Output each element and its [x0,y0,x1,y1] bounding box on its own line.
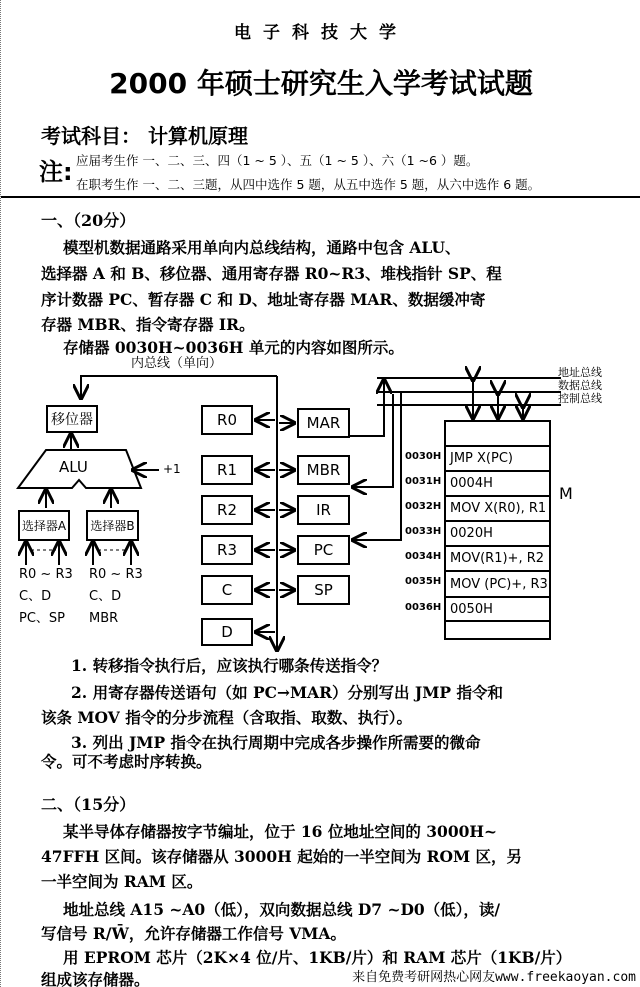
memory-address: 0036H [405,602,442,613]
selector-a-sources [19,564,73,630]
memory-label: M [559,484,573,503]
paragraph-line: 用 EPROM 芯片（2K×4 位/片、1KB/片）和 RAM 芯片（1KB/片） [63,948,572,967]
paragraph-line: 模型机数据通路采用单向内总线结构，通路中包含 ALU、 [63,238,461,257]
paragraph-line: 某半导体存储器按字节编址，位于 16 位地址空间的 3000H~ [63,822,498,841]
memory-cell-empty [444,620,551,640]
source-label: R0 ~ R3 [89,567,143,582]
memory-address: 0031H [405,476,442,487]
selector-b-box: 选择器B [86,510,139,541]
question-1: 1. 转移指令执行后，应该执行哪条传送指令？ [71,656,388,675]
paragraph-line: 地址总线 A15 ~A0（低），双向数据总线 D7 ~D0（低），读/ [63,900,501,919]
note-line: 应届考生作 一、二、三、四（1 ~ 5 ）、五（1 ~ 5 ）、六（1 ~6 ）题。 [76,153,479,168]
register-ir: IR [297,495,350,525]
memory-address: 0035H [405,576,442,587]
question-3: 3. 列出 JMP 指令在执行周期中完成各步操作所需要的微命 [71,733,481,752]
paragraph-line: 选择器 A 和 B、移位器、通用寄存器 R0~R3、堆栈指针 SP、程 [41,264,502,283]
register-sp: SP [297,575,350,605]
paragraph-line: 写信号 R/W̄，允许存储器工作信号 VMA。 [41,924,346,943]
memory-cell: MOV (PC)+, R3 [444,570,551,596]
data-bus-label: 数据总线 [558,379,602,392]
memory-cell: 0004H [444,470,551,495]
system-bus-labels [558,366,602,405]
note-label: 注: [39,158,73,186]
university-name: 电子科技大学 [234,23,408,43]
memory-address: 0032H [405,501,442,512]
memory-address: 0034H [405,551,442,562]
paragraph-line: 47FFH 区间。该存储器从 3000H 起始的一半空间为 ROM 区，另 [41,847,523,866]
paragraph-line: 存器 MBR、指令寄存器 IR。 [41,315,255,334]
memory-cell: MOV(R1)+, R2 [444,545,551,570]
control-bus-label: 控制总线 [558,392,602,405]
plus-one-label: +1 [163,462,181,476]
register-r3: R3 [201,535,253,565]
exam-subject: 考试科目： 计算机原理 [41,124,248,148]
source-label: PC、SP [19,611,66,626]
paragraph-line: 组成该存储器。 [41,970,150,987]
shifter-box: 移位器 [46,405,98,433]
note-line: 在职考生作 一、二、三题，从四中选作 5 题，从五中选作 5 题，从六中选作 6 题。 [76,177,541,192]
section-1-heading: 一、（20分） [41,211,136,230]
memory-address: 0033H [405,526,442,537]
exam-title: 2000 年硕士研究生入学考试试题 [109,67,533,100]
memory-intro: 存储器 0030H~0036H 单元的内容如图所示。 [63,338,404,357]
section-2-heading: 二、（15分） [41,795,136,814]
source-label: C、D [19,589,52,604]
question-2: 2. 用寄存器传送语句（如 PC→MAR）分别写出 JMP 指令和 [71,683,503,702]
memory-cell: JMP X(PC) [444,445,551,470]
register-pc: PC [297,535,350,565]
memory-cell: MOV X(R0), R1 [444,495,551,520]
source-label: R0 ~ R3 [19,567,73,582]
register-c: C [201,575,253,605]
register-mar: MAR [297,408,350,438]
register-r1: R1 [201,455,253,485]
selector-a-box: 选择器A [18,510,70,541]
memory-cell: 0050H [444,596,551,620]
memory-address: 0030H [405,451,442,462]
source-label: MBR [89,611,119,626]
register-r2: R2 [201,495,253,525]
internal-bus-label: 内总线（单向） [131,356,223,371]
register-d: D [201,618,253,646]
paragraph-line: 序计数器 PC、暂存器 C 和 D、地址寄存器 MAR、数据缓冲寄 [41,290,486,309]
register-r0: R0 [201,405,253,435]
question-3-cont: 令。可不考虑时序转换。 [41,752,212,771]
question-2-cont: 该条 MOV 指令的分步流程（含取指、取数、执行）。 [41,708,412,727]
address-bus-label: 地址总线 [558,366,602,379]
source-label: C、D [89,589,122,604]
selector-b-sources [89,564,143,630]
alu-label: ALU [59,458,88,476]
paragraph-line: 一半空间为 RAM 区。 [41,872,203,891]
watermark: 来自免费考研网热心网友www.freekaoyan.com [352,970,636,985]
register-mbr: MBR [297,455,350,485]
memory-cell: 0020H [444,520,551,545]
